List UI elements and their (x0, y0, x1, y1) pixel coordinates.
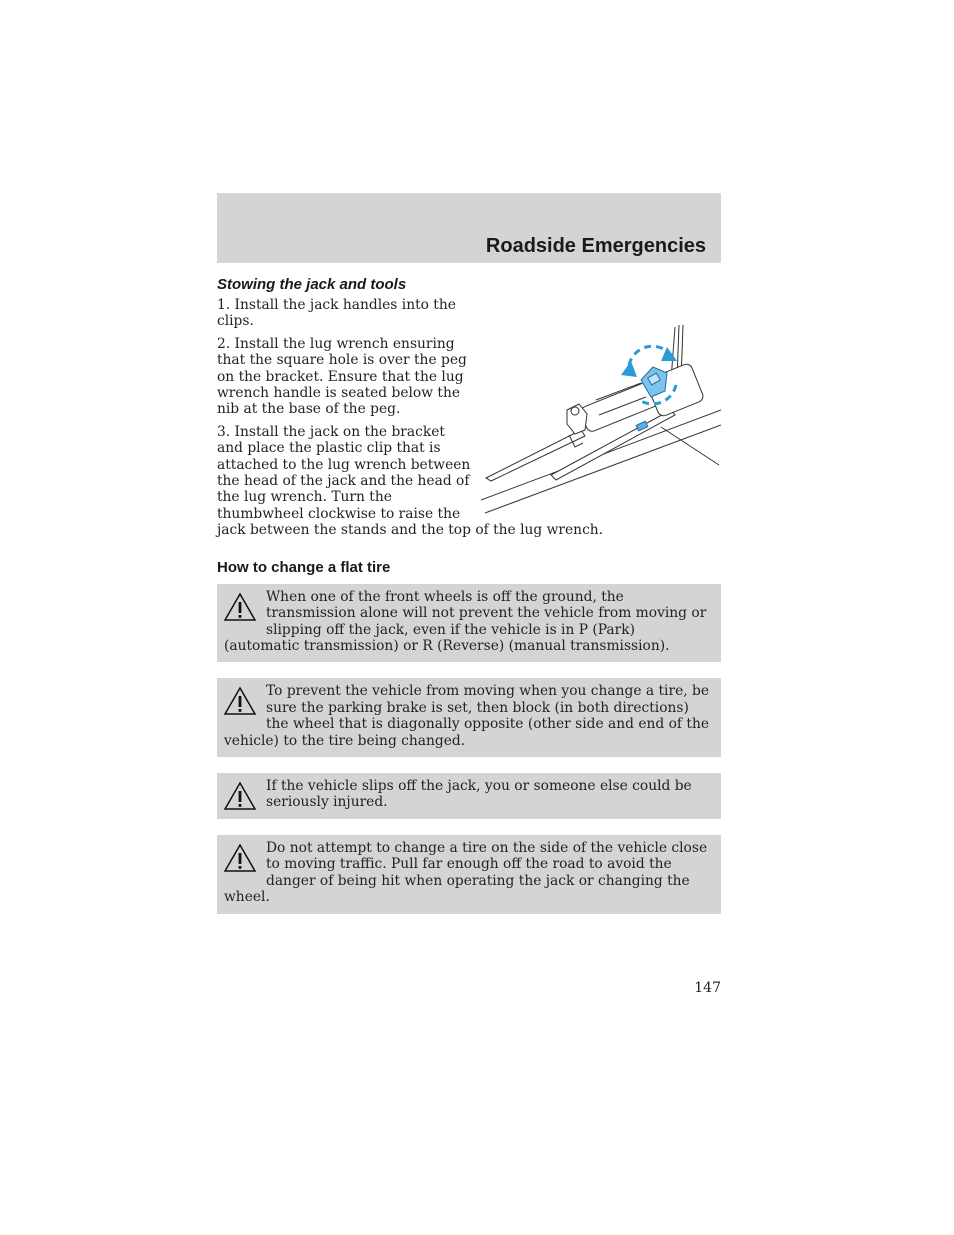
warning-text: Do not attempt to change a tire on the side of the vehicle close to moving traffic. Pull far enough off the road to avoid the danger of being hit when operating the jack or changing the wheel. (224, 839, 708, 906)
warning-box (217, 678, 721, 757)
stowing-section-title: Stowing the jack and tools (217, 276, 407, 293)
page-content (217, 276, 721, 930)
chapter-title: Roadside Emergencies (485, 235, 706, 257)
warning-box (217, 835, 721, 914)
warning-text: When one of the front wheels is off the ground, the transmission alone will not prevent the vehicle from moving or slipping off the jack, even if the vehicle is in P (Park) (automatic transmission) or R (Reverse) (manual transmission). (224, 588, 707, 654)
stowing-step-2: 2. Install the lug wrench ensuring that the square hole is over the peg on the bracket. Ensure that the lug wrench handle is seated below the nib at the base of the peg. (217, 335, 467, 418)
warning-triangle-icon (224, 686, 256, 716)
jack-stowing-illustration (481, 315, 721, 515)
warning-box (217, 584, 721, 663)
header-band (217, 193, 721, 263)
warning-triangle-icon (224, 592, 256, 622)
warning-text: If the vehicle slips off the jack, you or someone else could be seriously injured. (266, 777, 692, 811)
warning-triangle-icon (224, 781, 256, 811)
page-number: 147 (694, 980, 721, 996)
stowing-step-3: 3. Install the jack on the bracket and place the plastic clip that is attached to the lug wrench between the head of the jack and the head of the lug wrench. Turn the thumbwheel clockwise to raise the jack between the stands and the top of the lug wrench. (217, 423, 604, 539)
flat-tire-section-title: How to change a flat tire (217, 558, 391, 576)
warning-box (217, 773, 721, 819)
warning-text: To prevent the vehicle from moving when you change a tire, be sure the parking brake is set, then block (in both directions) the wheel that is diagonally opposite (other side and end of the vehicle) to the tire being changed. (224, 683, 710, 749)
stowing-step-1: 1. Install the jack handles into the clips. (217, 297, 456, 330)
warning-triangle-icon (224, 843, 256, 873)
